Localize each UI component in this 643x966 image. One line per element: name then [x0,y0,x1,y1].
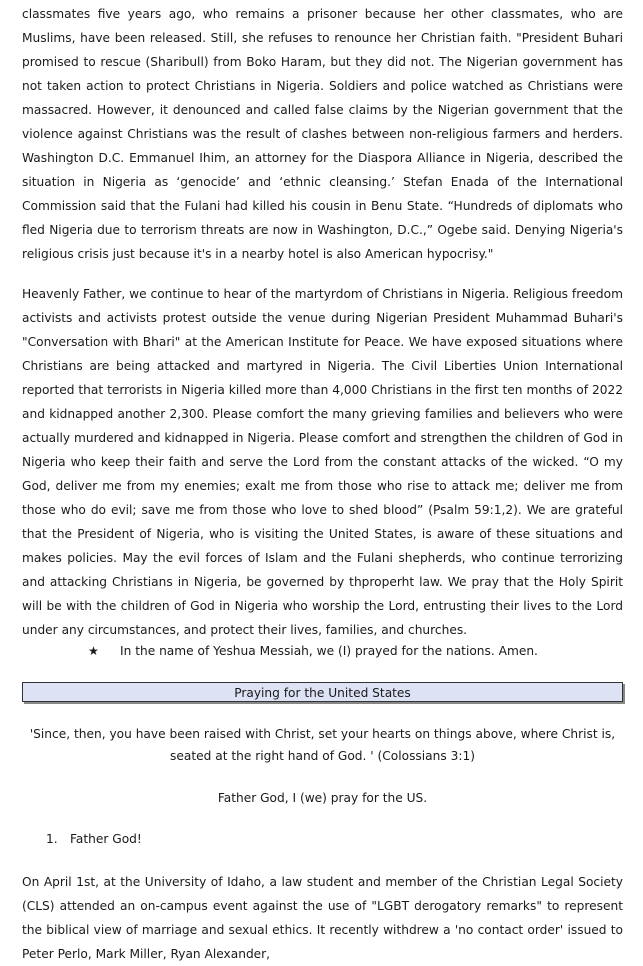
list-text: Father God! [70,832,142,846]
scripture-verse: 'Since, then, you have been raised with Christ, set your hearts on things above, where Christ is, seated at the right hand of God. ' (Colossians 3:1) [29,727,616,763]
body-paragraph-2: Heavenly Father, we continue to hear of the martyrdom of Christians in Nigeria. Religious freedom activists and activists protest outside the venue during Nigerian President Muhammad Buhari's "Conversation with Bhari" at the American Institute for Peace. We have exposed situations where Christians are being attacked and martyred in Nigeria. The Civil Liberties Union International reported that terrorists in Nigeria killed more than 4,000 Christians in the first ten months of 2022 and kidnapped another 2,300. Please comfort the many grieving families and believers who were actually murdered and kidnapped in Nigeria. Please comfort and strengthen the children of God in Nigeria who keep their faith and serve the Lord from the constant attacks of the wicked. “O my God, deliver me from my enemies; exalt me from those who rise to attack me; deliver me from those who do evil; save me from those who love to shed blood” (Psalm 59:1,2). We are grateful that the President of Nigeria, who is visiting the United States, is aware of these situations and makes policies. May the evil forces of Islam and the Fulani shepherds, who continue terrorizing and attacking Christians in Nigeria, be governed by thproperht law. We pray that the Holy Spirit will be with the children of God in Nigeria who worship the Lord, entrusting their lives to the Lord under any circumstances, and protect their lives, families, and churches. [22,287,623,637]
numbered-list-item [46,827,446,851]
bullet-item [88,639,608,663]
body-paragraph-3: On April 1st, at the University of Idaho, a law student and member of the Christian Legal Society (CLS) attended an on-campus event against the use of "LGBT derogatory remarks" to represent the biblical view of marriage and sexual ethics. It recently withdrew a 'no contact order' issued to Peter Perlo, Mark Miller, Ryan Alexander, [22,875,623,961]
list-number: 1. [46,832,58,846]
section-banner: Praying for the United States [22,682,623,702]
prayer-line: Father God, I (we) pray for the US. [217,791,428,805]
body-paragraph-1: classmates five years ago, who remains a prisoner because her other classmates, who are Muslims, have been released. Still, she refuses to renounce her Christian faith. "President Buhari promised to rescue (Sharibull) from Boko Haram, but they did not. The Nigerian government has not taken action to protect Christians in Nigeria. Soldiers and police watched as Christians were massacred. However, it denounced and called false claims by the Nigerian government that the violence against Christians was the result of clashes between non-religious farmers and herders. Washington D.C. Emmanuel Ihim, an attorney for the Diaspora Alliance in Nigeria, described the situation in Nigeria as ‘genocide’ and ‘ethnic cleansing.’ Stefan Enada of the International Commission said that the Fulani had killed his cousin in Benu State. “Hundreds of diplomats who fled Nigeria due to terrorism threats are now in Washington, D.C.,” Ogebe said. Denying Nigeria's religious crisis just because it's in a nearby hotel is also American hypocrisy." [22,7,623,261]
star-bullet-icon: ★ [88,644,99,658]
bullet-text: In the name of Yeshua Messiah, we (I) prayed for the nations. Amen. [120,644,538,658]
